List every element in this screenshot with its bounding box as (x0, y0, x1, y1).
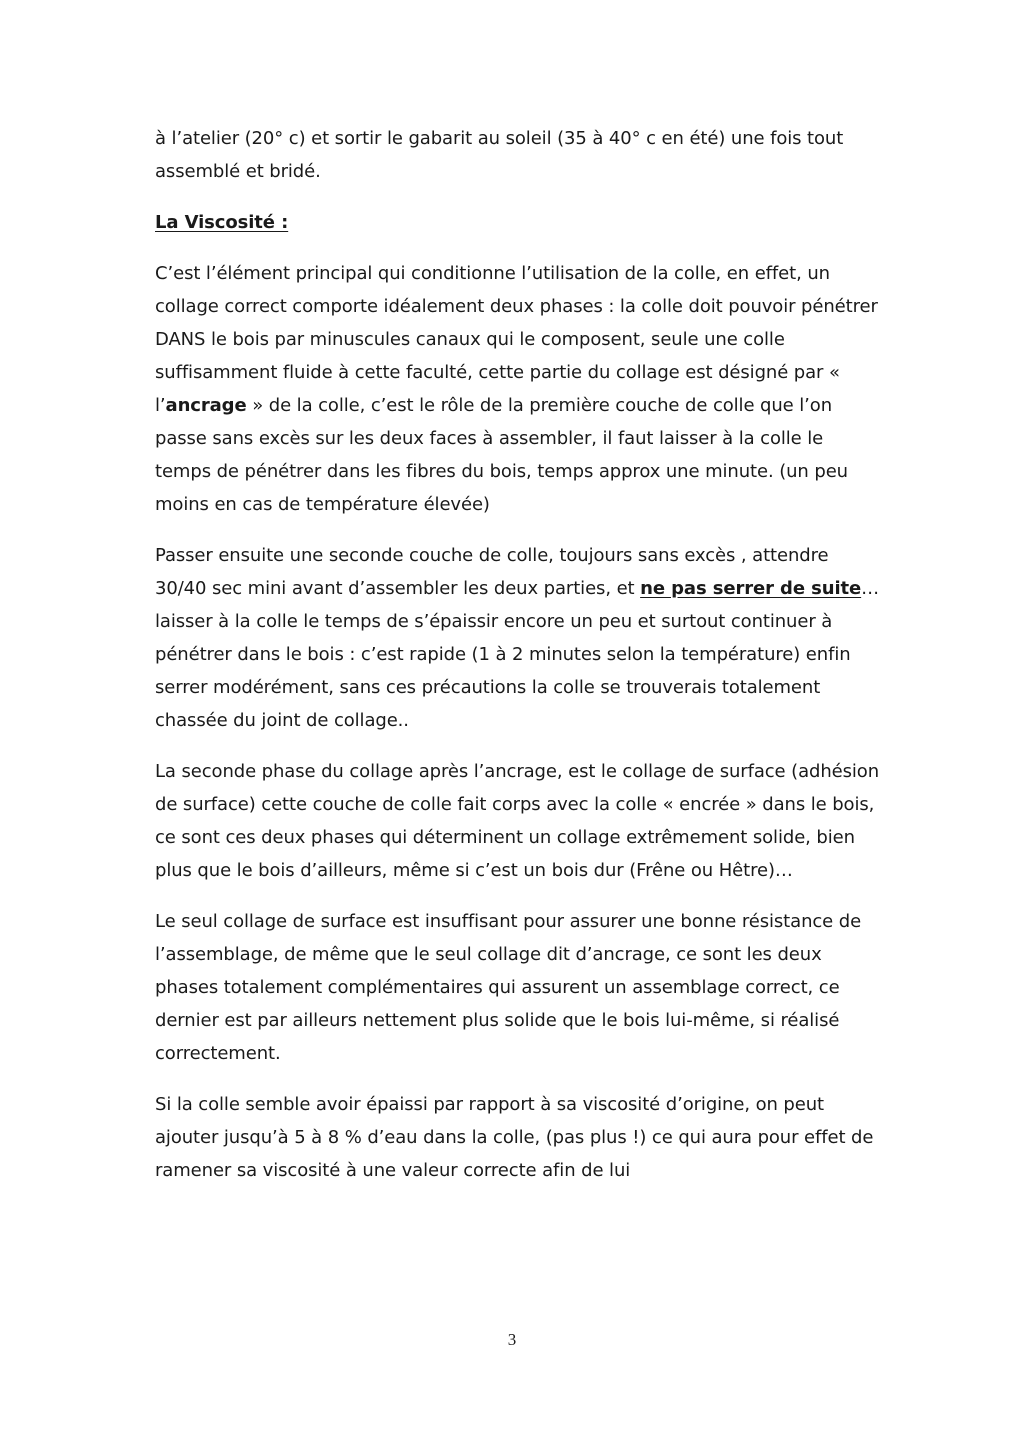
paragraph-ajout-eau: Si la colle semble avoir épaissi par rapport à sa viscosité d’origine, on peut ajouter jusqu’à 5 à 8 % d’eau dans la colle, (pas plus !) ce qui aura pour effet de ramener sa viscosité à une valeur correcte afin de lui (155, 1094, 874, 1181)
paragraph-ancrage (155, 257, 880, 521)
section-heading-viscosite: La Viscosité : (155, 212, 289, 233)
ne-pas-serrer-emphasis: ne pas serrer de suite (640, 578, 862, 599)
document-body (155, 122, 880, 1205)
paragraph-ancrage-text-b: » de la colle, c’est le rôle de la première couche de colle que l’on passe sans excès sur les deux faces à assembler, il faut laisser à la colle le temps de pénétrer dans les fibres du bois, temps approx une minute. (un peu moins en cas de température élevée) (155, 395, 848, 515)
paragraph-seconde-couche-text-b: … laisser à la colle le temps de s’épaissir encore un peu et surtout continuer à pénétrer dans le bois : c’est rapide (1 à 2 minutes selon la température) enfin serrer modérément, sans ces précautions la colle se trouverais totalement chassée du joint de collage.. (155, 578, 880, 731)
paragraph-collage-surface: Le seul collage de surface est insuffisant pour assurer une bonne résistance de l’assemblage, de même que le seul collage dit d’ancrage, ce sont les deux phases totalement complémentaires qui assurent un assemblage correct, ce dernier est par ailleurs nettement plus solide que le bois lui-même, si réalisé correctement. (155, 911, 862, 1064)
paragraph-seconde-couche-text-a: Passer ensuite une seconde couche de colle, toujours sans excès , attendre 30/40 sec mini avant d’assembler les deux parties, et (155, 545, 829, 599)
page-number: 3 (507, 1330, 517, 1349)
ancrage-term: ancrage (165, 395, 247, 416)
paragraph-seconde-couche (155, 539, 880, 737)
paragraph-continuation: à l’atelier (20° c) et sortir le gabarit au soleil (35 à 40° c en été) une fois tout assemblé et bridé. (155, 128, 844, 182)
paragraph-ancrage-text-a: C’est l’élément principal qui conditionne l’utilisation de la colle, en effet, un collage correct comporte idéalement deux phases : la colle doit pouvoir pénétrer DANS le bois par minuscules canaux qui le composent, seule une colle suffisamment fluide à cette faculté, cette partie du collage est désigné par « l’ (155, 263, 878, 416)
paragraph-seconde-phase: La seconde phase du collage après l’ancrage, est le collage de surface (adhésion de surface) cette couche de colle fait corps avec la colle « encrée » dans le bois, ce sont ces deux phases qui déterminent un collage extrêmement solide, bien plus que le bois d’ailleurs, même si c’est un bois dur (Frêne ou Hêtre)… (155, 761, 880, 881)
